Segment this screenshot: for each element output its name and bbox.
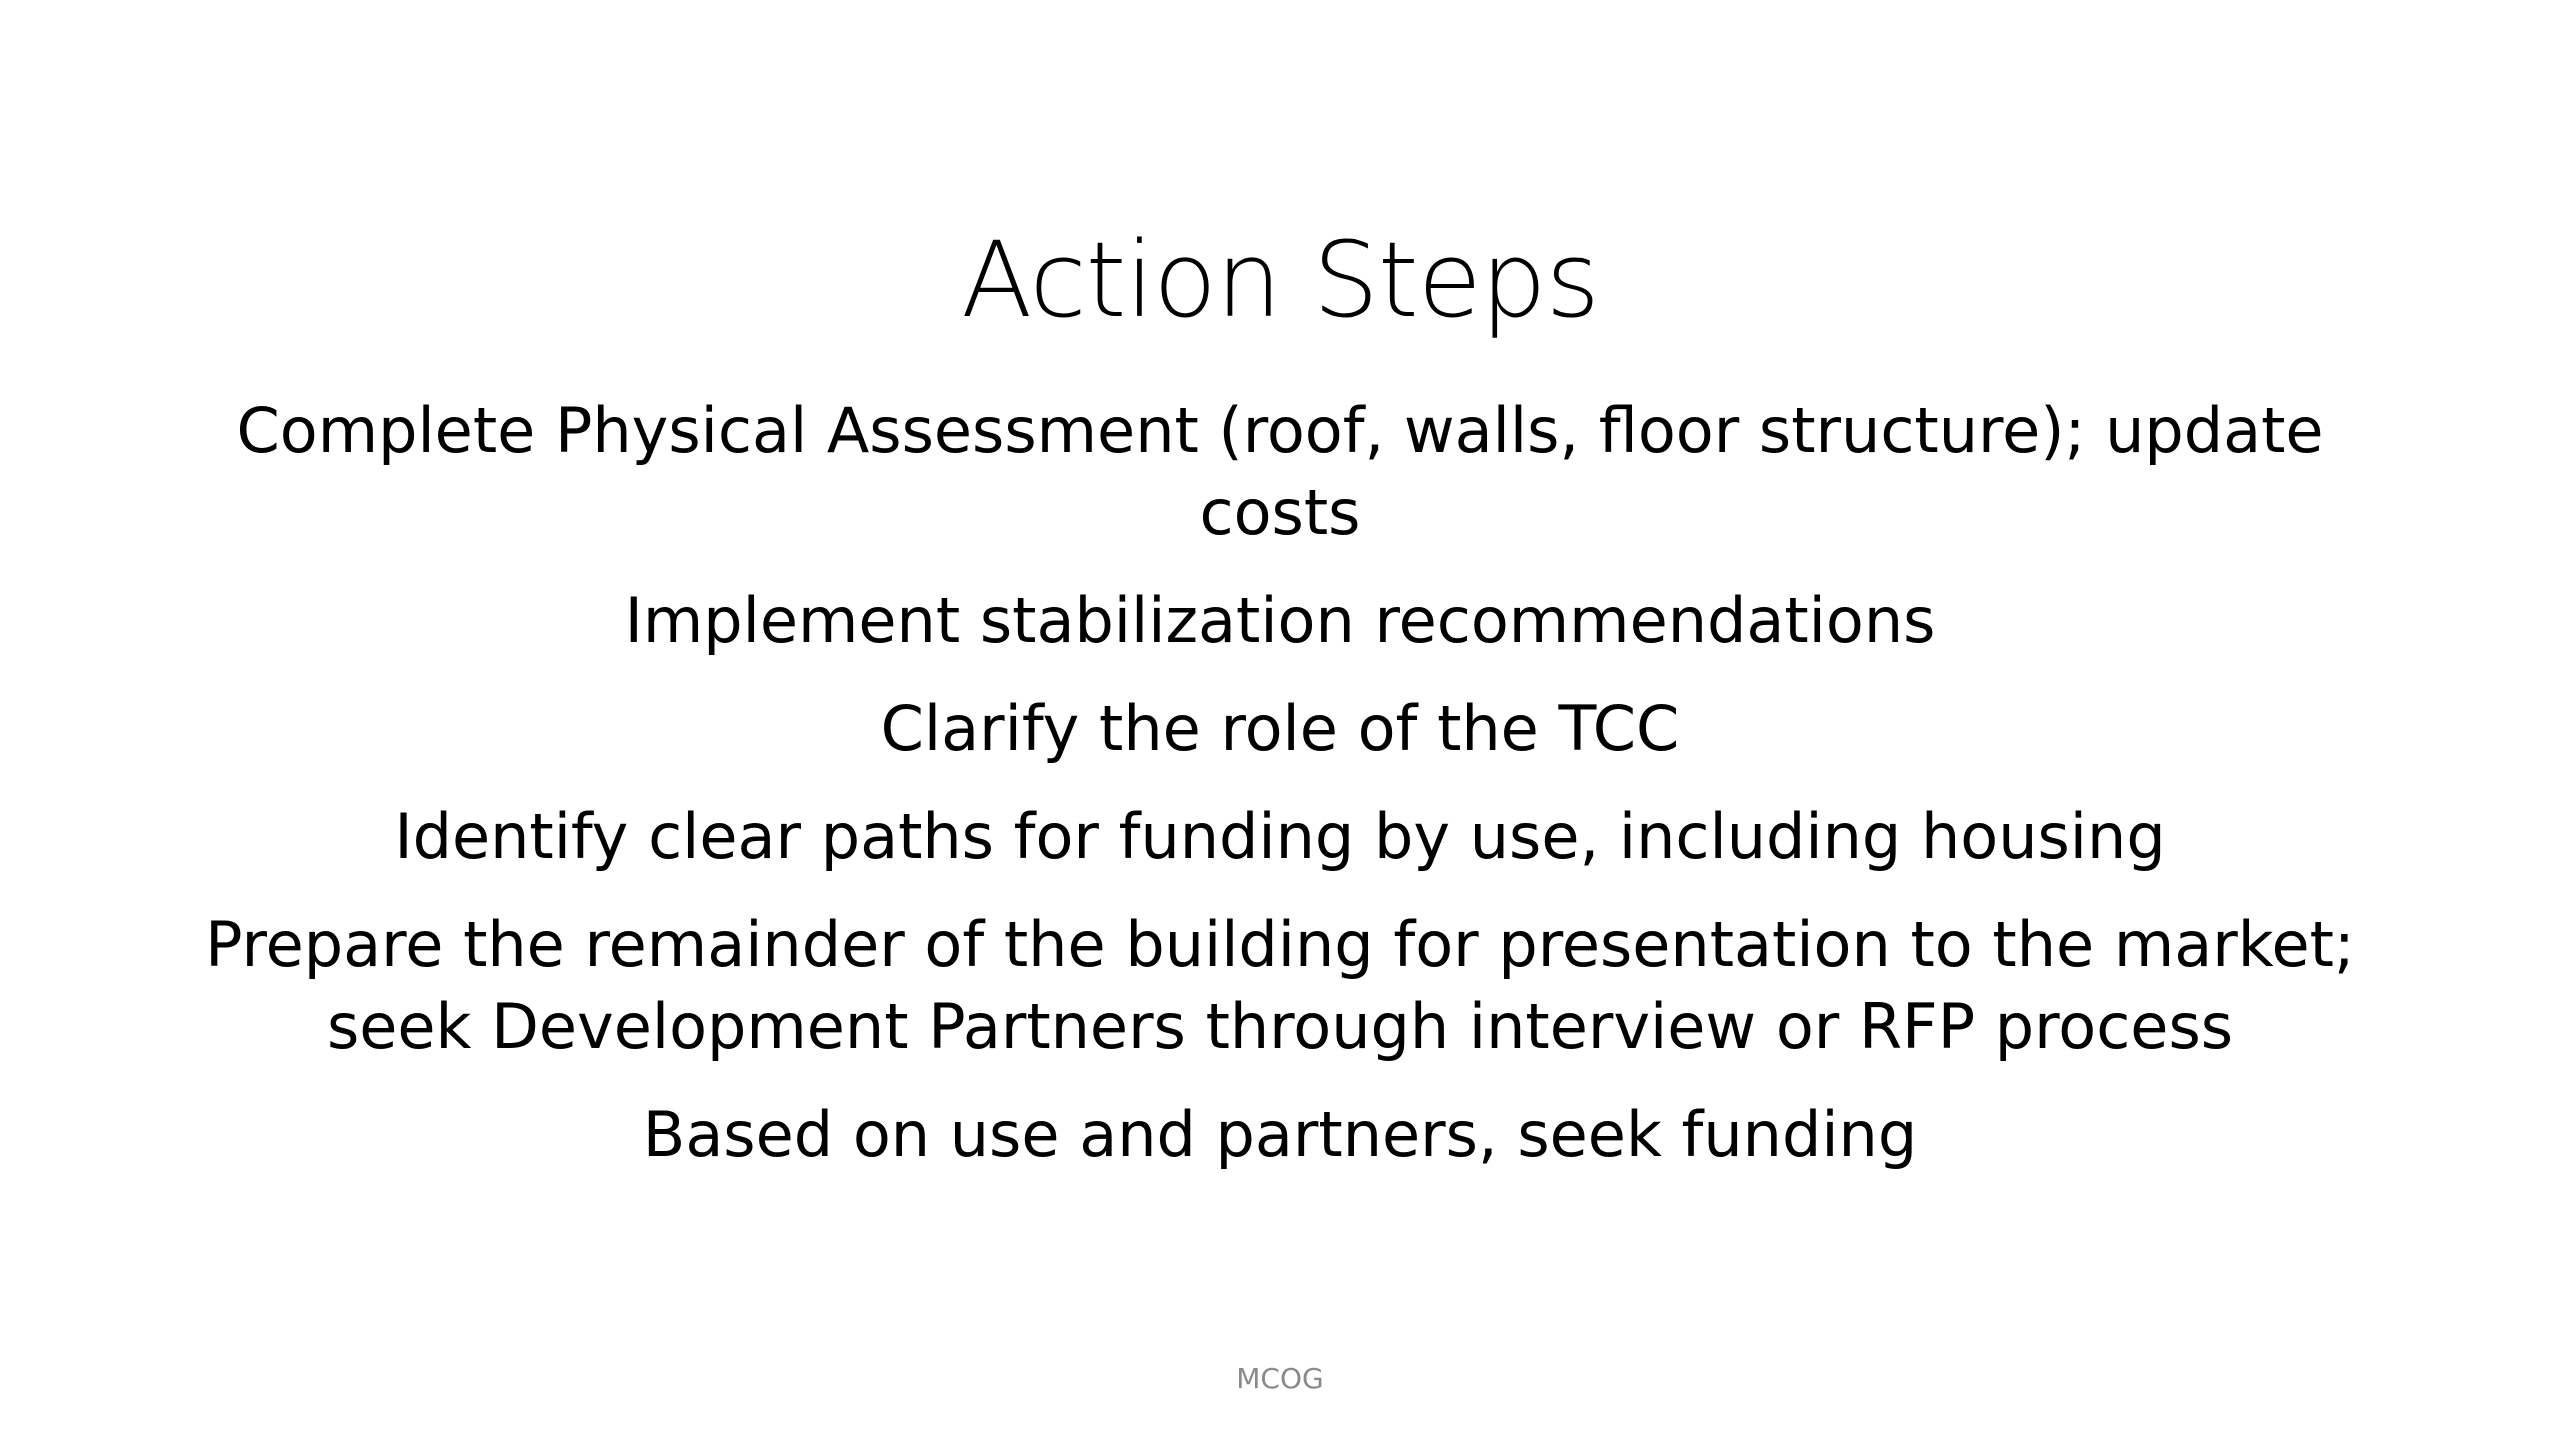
action-step-line: Based on use and partners, seek funding: [642, 1098, 1918, 1171]
action-step-line: Prepare the remainder of the building for presentation to the market;: [205, 908, 2355, 981]
action-step-line: Identify clear paths for funding by use, including housing: [394, 800, 2166, 873]
action-step-line: Clarify the role of the TCC: [880, 692, 1680, 765]
action-step-market-preparation: [190, 904, 2370, 1068]
action-steps-list: [190, 390, 2370, 1202]
action-step-funding-paths: [190, 796, 2370, 878]
action-step-line: Implement stabilization recommendations: [624, 584, 1936, 657]
slide-footer: MCOG: [1236, 1362, 1324, 1395]
action-step-line: costs: [1199, 476, 1361, 549]
action-step-stabilization: [190, 580, 2370, 662]
action-step-tcc-role: [190, 688, 2370, 770]
action-step-physical-assessment: [190, 390, 2370, 554]
action-step-seek-funding: [190, 1094, 2370, 1176]
action-step-line: seek Development Partners through interview or RFP process: [326, 990, 2234, 1063]
action-step-line: Complete Physical Assessment (roof, walls, floor structure); update: [236, 394, 2324, 467]
slide-title: Action Steps: [961, 218, 1599, 341]
